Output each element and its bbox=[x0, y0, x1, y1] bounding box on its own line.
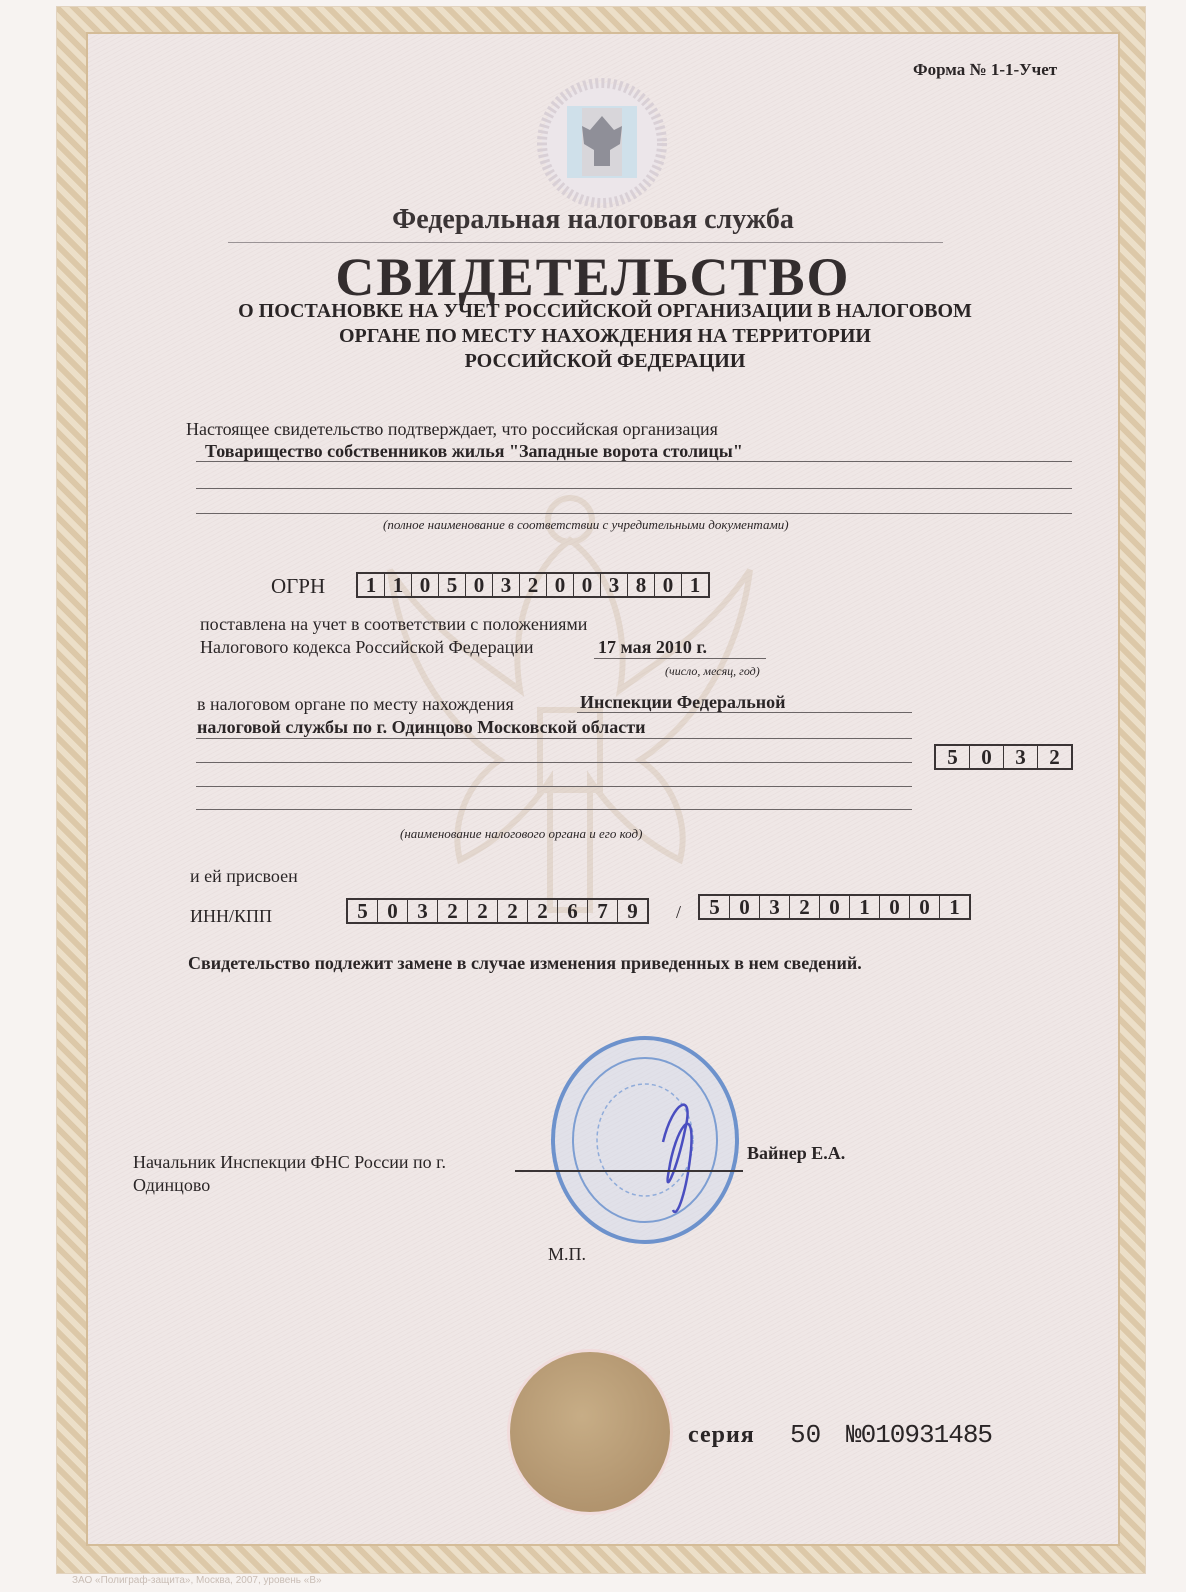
digit-cell: 1 bbox=[849, 896, 879, 918]
digit-cell: 2 bbox=[1037, 746, 1071, 768]
intro-text: Настоящее свидетельство подтверждает, что российская организация bbox=[186, 419, 718, 439]
digit-cell: 5 bbox=[357, 899, 368, 923]
digit-cell: 0 bbox=[465, 574, 492, 596]
digit-cell: 2 bbox=[467, 900, 497, 922]
underline bbox=[196, 461, 1072, 462]
divider bbox=[228, 242, 943, 243]
digit-cell: 2 bbox=[519, 574, 546, 596]
subtitle-line-3: РОССИЙСКОЙ ФЕДЕРАЦИИ bbox=[464, 350, 746, 372]
digit-cell: 2 bbox=[437, 900, 467, 922]
digit-cell: 0 bbox=[546, 574, 573, 596]
digit-cell: 0 bbox=[819, 896, 849, 918]
underline bbox=[577, 712, 912, 713]
hologram-emblem-icon bbox=[532, 78, 672, 208]
digit-cell: 1 bbox=[365, 573, 377, 597]
underline bbox=[594, 658, 766, 659]
digit-cell: 1 bbox=[384, 574, 411, 596]
digit-cell: 0 bbox=[411, 574, 438, 596]
digit-cell: 3 bbox=[492, 574, 519, 596]
digit-cell: 0 bbox=[969, 746, 1003, 768]
organization-name: Товарищество собственников жилья "Западные ворота столицы" bbox=[205, 441, 743, 461]
digit-cell: 5 bbox=[947, 745, 958, 769]
digit-cell: 0 bbox=[909, 896, 939, 918]
gold-seal-icon bbox=[510, 1352, 670, 1512]
underline bbox=[196, 762, 912, 763]
digit-cell: 0 bbox=[377, 900, 407, 922]
printer-note: ЗАО «Полиграф-защита», Москва, 2007, уровень «В» bbox=[72, 1575, 322, 1586]
registration-line-1: поставлена на учет в соответствии с положениями bbox=[200, 614, 588, 634]
signatory-name: Вайнер Е.А. bbox=[747, 1143, 846, 1163]
tax-authority-label: в налоговом органе по месту нахождения bbox=[197, 694, 514, 714]
underline bbox=[196, 738, 912, 739]
digit-cell: 3 bbox=[407, 900, 437, 922]
ogrn-label: ОГРН bbox=[271, 574, 326, 598]
inn-value bbox=[346, 898, 649, 924]
series-value: 50 bbox=[790, 1420, 822, 1450]
agency-name: Федеральная налоговая служба bbox=[392, 204, 794, 235]
signatory-title-line-2: Одинцово bbox=[133, 1175, 211, 1195]
kpp-value bbox=[698, 894, 971, 920]
underline bbox=[196, 809, 912, 810]
digit-cell: 9 bbox=[617, 900, 647, 922]
subtitle-line-2: ОРГАНЕ ПО МЕСТУ НАХОЖДЕНИЯ НА ТЕРРИТОРИИ bbox=[338, 325, 871, 347]
registration-line-2: Налогового кодекса Российской Федерации bbox=[200, 637, 534, 657]
signatory-title-line-1: Начальник Инспекции ФНС России по г. bbox=[133, 1152, 447, 1172]
certificate-title: СВИДЕТЕЛЬСТВО bbox=[335, 247, 851, 307]
assigned-label: и ей присвоен bbox=[190, 866, 298, 886]
digit-cell: 1 bbox=[681, 574, 708, 596]
official-stamp-icon bbox=[545, 1030, 745, 1250]
digit-cell: 5 bbox=[709, 895, 720, 919]
tax-authority-name-line-1: Инспекции Федеральной bbox=[580, 692, 786, 712]
digit-cell: 2 bbox=[527, 900, 557, 922]
tax-authority-name-line-2: налоговой службы по г. Одинцово Московской области bbox=[197, 717, 646, 737]
digit-cell: 3 bbox=[1003, 746, 1037, 768]
tax-authority-caption: (наименование налогового органа и его код) bbox=[400, 826, 643, 841]
replacement-notice: Свидетельство подлежит замене в случае изменения приведенных в нем сведений. bbox=[188, 953, 862, 973]
date-caption: (число, месяц, год) bbox=[665, 664, 760, 678]
digit-cell: 0 bbox=[573, 574, 600, 596]
inn-kpp-label: ИНН/КПП bbox=[190, 906, 273, 926]
certificate-number: №010931485 bbox=[846, 1420, 993, 1450]
digit-cell: 3 bbox=[759, 896, 789, 918]
stamp-place-mark: М.П. bbox=[548, 1244, 587, 1264]
digit-cell: 6 bbox=[557, 900, 587, 922]
organization-caption: (полное наименование в соответствии с учредительными документами) bbox=[383, 517, 789, 532]
digit-cell: 3 bbox=[600, 574, 627, 596]
digit-cell: 8 bbox=[627, 574, 654, 596]
tax-authority-code bbox=[934, 744, 1073, 770]
digit-cell: 1 bbox=[939, 896, 969, 918]
signature-line bbox=[515, 1170, 743, 1172]
digit-cell: 2 bbox=[497, 900, 527, 922]
series-label: серия bbox=[688, 1422, 755, 1448]
digit-cell: 0 bbox=[654, 574, 681, 596]
form-number: Форма № 1-1-Учет bbox=[913, 60, 1058, 79]
underline bbox=[196, 786, 912, 787]
digit-cell: 0 bbox=[879, 896, 909, 918]
digit-cell: 5 bbox=[438, 574, 465, 596]
underline bbox=[196, 488, 1072, 489]
ogrn-value bbox=[356, 572, 710, 598]
underline bbox=[196, 513, 1072, 514]
inn-kpp-separator: / bbox=[676, 902, 682, 922]
digit-cell: 7 bbox=[587, 900, 617, 922]
digit-cell: 0 bbox=[729, 896, 759, 918]
registration-date: 17 мая 2010 г. bbox=[598, 637, 708, 657]
subtitle-line-1: О ПОСТАНОВКЕ НА УЧЕТ РОССИЙСКОЙ ОРГАНИЗАЦИИ В НАЛОГОВОМ bbox=[238, 300, 972, 322]
digit-cell: 2 bbox=[789, 896, 819, 918]
